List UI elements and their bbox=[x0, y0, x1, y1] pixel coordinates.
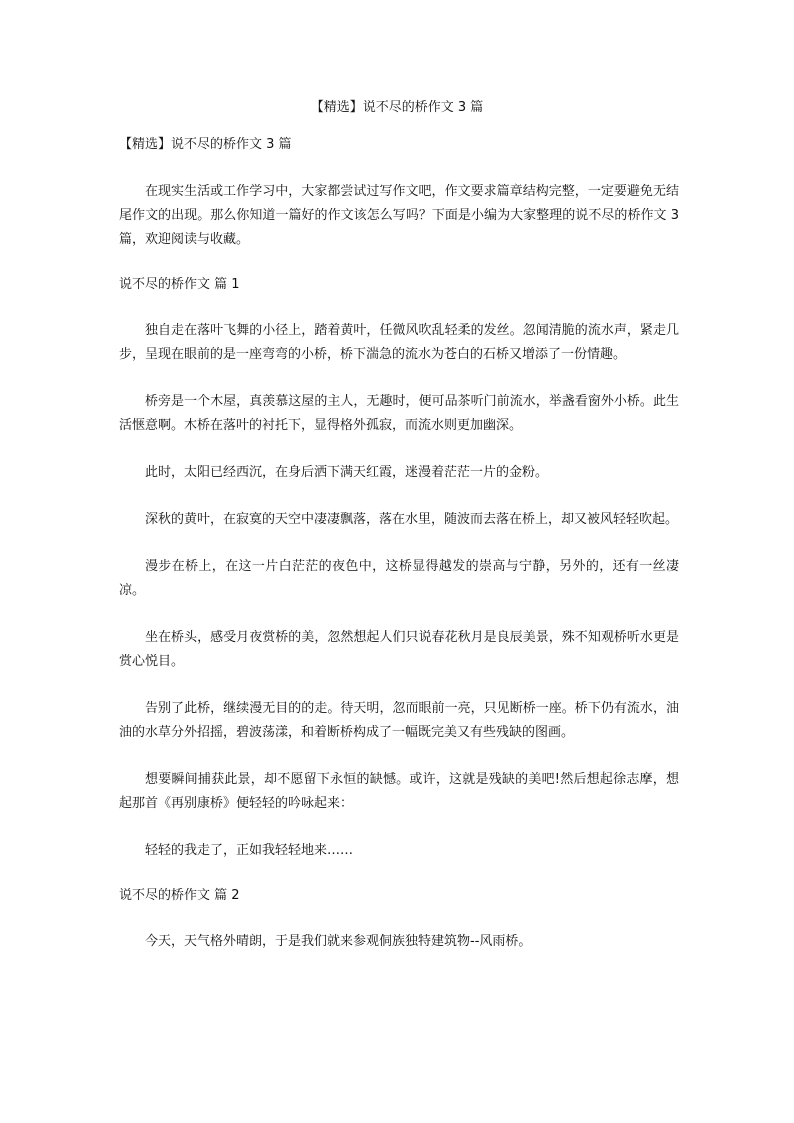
paragraph: 此时，太阳已经西沉，在身后洒下满天红霞，迷漫着茫茫一片的金粉。 bbox=[145, 465, 549, 480]
section-heading-1: 说不尽的桥作文 篇 1 bbox=[119, 277, 240, 292]
section-heading-2: 说不尽的桥作文 篇 2 bbox=[119, 888, 240, 903]
paragraph: 漫步在桥上，在这一片白茫茫的夜色中，这桥显得越发的崇高与宁静，另外的，还有一丝凄凉。 bbox=[119, 559, 679, 598]
paragraph: 深秋的黄叶，在寂寞的天空中凄凄飘落，落在水里，随波而去落在桥上，却又被风轻轻吹起。 bbox=[145, 512, 679, 527]
paragraph: 今天，天气格外晴朗，于是我们就来参观侗族独特建筑物--风雨桥。 bbox=[145, 934, 532, 949]
paragraph: 轻轻的我走了，正如我轻轻地来…… bbox=[145, 843, 354, 858]
intro-paragraph: 在现实生活或工作学习中，大家都尝试过写作文吧，作文要求篇章结构完整，一定要避免无结尾作文的出现。那么你知道一篇好的作文该怎么写吗？下面是小编为大家整理的说不尽的桥作文 3 篇，欢迎阅读与收藏。 bbox=[119, 184, 679, 247]
paragraph: 想要瞬间捕获此景，却不愿留下永恒的缺憾。或许，这就是残缺的美吧!然后想起徐志摩，想起那首《再别康桥》便轻轻的吟咏起来： bbox=[119, 772, 679, 811]
document-body bbox=[119, 135, 679, 977]
document-title: 【精选】说不尽的桥作文 3 篇 bbox=[310, 100, 484, 115]
document-subtitle: 【精选】说不尽的桥作文 3 篇 bbox=[119, 137, 292, 152]
paragraph: 坐在桥头，感受月夜赏桥的美，忽然想起人们只说春花秋月是良辰美景，殊不知观桥听水更是赏心悦目。 bbox=[119, 630, 679, 669]
paragraph: 桥旁是一个木屋，真羡慕这屋的主人，无趣时，便可品茶听门前流水，举盏看窗外小桥。此生活惬意啊。木桥在落叶的衬托下，显得格外孤寂，而流水则更加幽深。 bbox=[119, 394, 679, 433]
paragraph: 独自走在落叶飞舞的小径上，踏着黄叶，任微风吹乱轻柔的发丝。忽闻清脆的流水声，紧走几步，呈现在眼前的是一座弯弯的小桥，桥下湍急的流水为苍白的石桥又增添了一份情趣。 bbox=[119, 323, 679, 362]
paragraph: 告别了此桥，继续漫无目的的走。待天明，忽而眼前一亮，只见断桥一座。桥下仍有流水，油油的水草分外招摇，碧波荡漾，和着断桥构成了一幅既完美又有些残缺的图画。 bbox=[119, 701, 679, 740]
